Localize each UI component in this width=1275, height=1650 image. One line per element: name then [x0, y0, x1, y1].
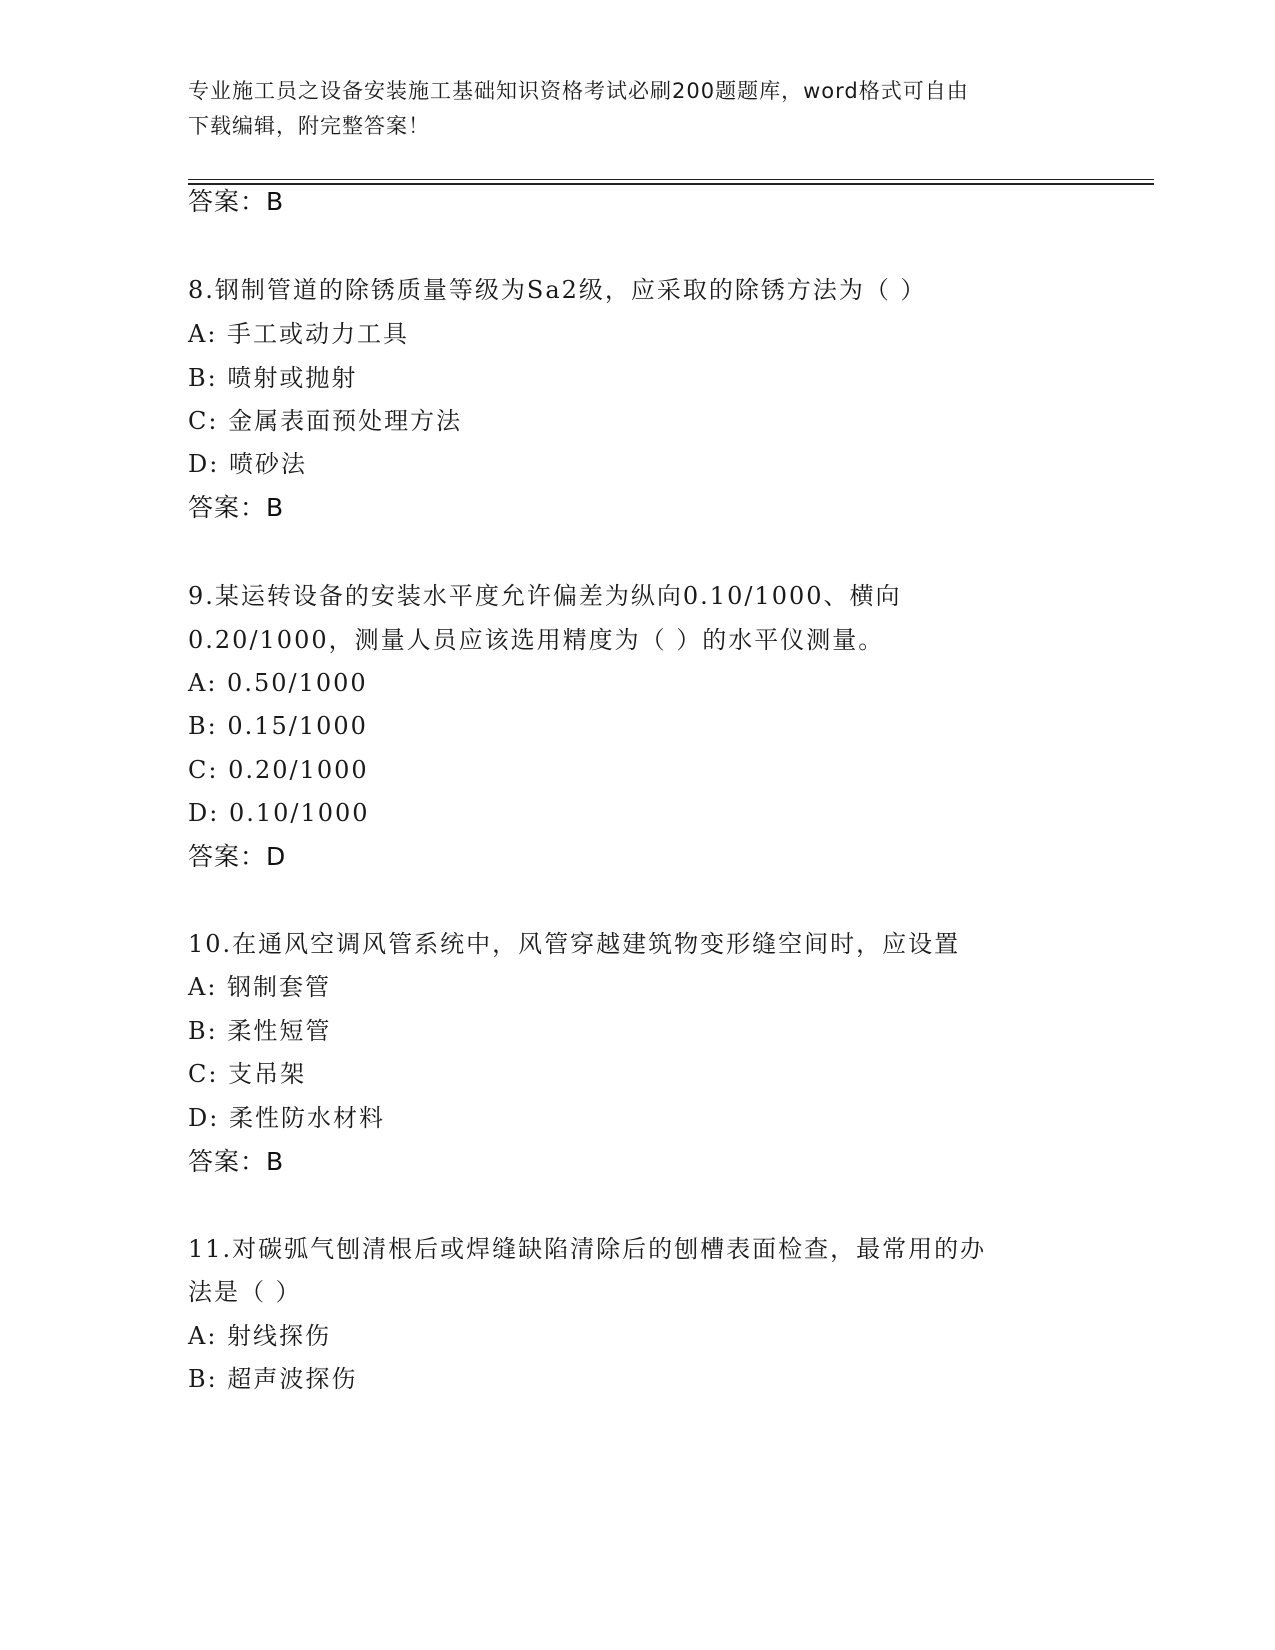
document-header — [188, 74, 1068, 144]
question-10-answer: 答案：B — [188, 1147, 285, 1176]
question-11-option-b: B: 超声波探伤 — [188, 1365, 358, 1393]
question-10-option-d: D: 柔性防水材料 — [188, 1104, 385, 1132]
question-8-option-c: C: 金属表面预处理方法 — [188, 407, 463, 435]
question-8-answer: 答案：B — [188, 493, 285, 522]
question-10-option-a: A: 钢制套管 — [188, 973, 332, 1001]
header-divider-thick — [188, 183, 1154, 185]
question-9-option-c: C: 0.20/1000 — [188, 756, 369, 784]
question-9-option-b: B: 0.15/1000 — [188, 712, 368, 740]
question-8-option-d: D: 喷砂法 — [188, 450, 307, 478]
question-11-stem-line-2: 法是（ ） — [188, 1278, 302, 1306]
question-11-option-a: A: 射线探伤 — [188, 1322, 332, 1350]
question-9-stem-line-2: 0.20/1000，测量人员应该选用精度为（ ）的水平仪测量。 — [188, 626, 885, 654]
question-9-option-d: D: 0.10/1000 — [188, 799, 370, 827]
question-8-option-a: A: 手工或动力工具 — [188, 320, 410, 348]
question-9-answer: 答案：D — [188, 842, 287, 871]
question-8-option-b: B: 喷射或抛射 — [188, 364, 358, 392]
question-10-option-c: C: 支吊架 — [188, 1060, 307, 1088]
question-8-stem: 8.钢制管道的除锈质量等级为Sa2级，应采取的除锈方法为（ ） — [188, 276, 927, 304]
question-10-stem: 10.在通风空调风管系统中，风管穿越建筑物变形缝空间时，应设置 — [188, 930, 961, 958]
question-9-option-a: A: 0.50/1000 — [188, 669, 368, 697]
previous-answer: 答案：B — [188, 187, 285, 216]
header-line-2: 下载编辑，附完整答案！ — [188, 114, 430, 138]
header-line-1: 专业施工员之设备安装施工基础知识资格考试必刷200题题库，word格式可自由 — [188, 79, 969, 103]
question-11-stem-line-1: 11.对碳弧气刨清根后或焊缝缺陷清除后的刨槽表面检查，最常用的办 — [188, 1235, 987, 1263]
header-divider-thin — [188, 179, 1154, 180]
question-9-stem-line-1: 9.某运转设备的安装水平度允许偏差为纵向0.10/1000、横向 — [188, 582, 902, 610]
question-10-option-b: B: 柔性短管 — [188, 1017, 332, 1045]
